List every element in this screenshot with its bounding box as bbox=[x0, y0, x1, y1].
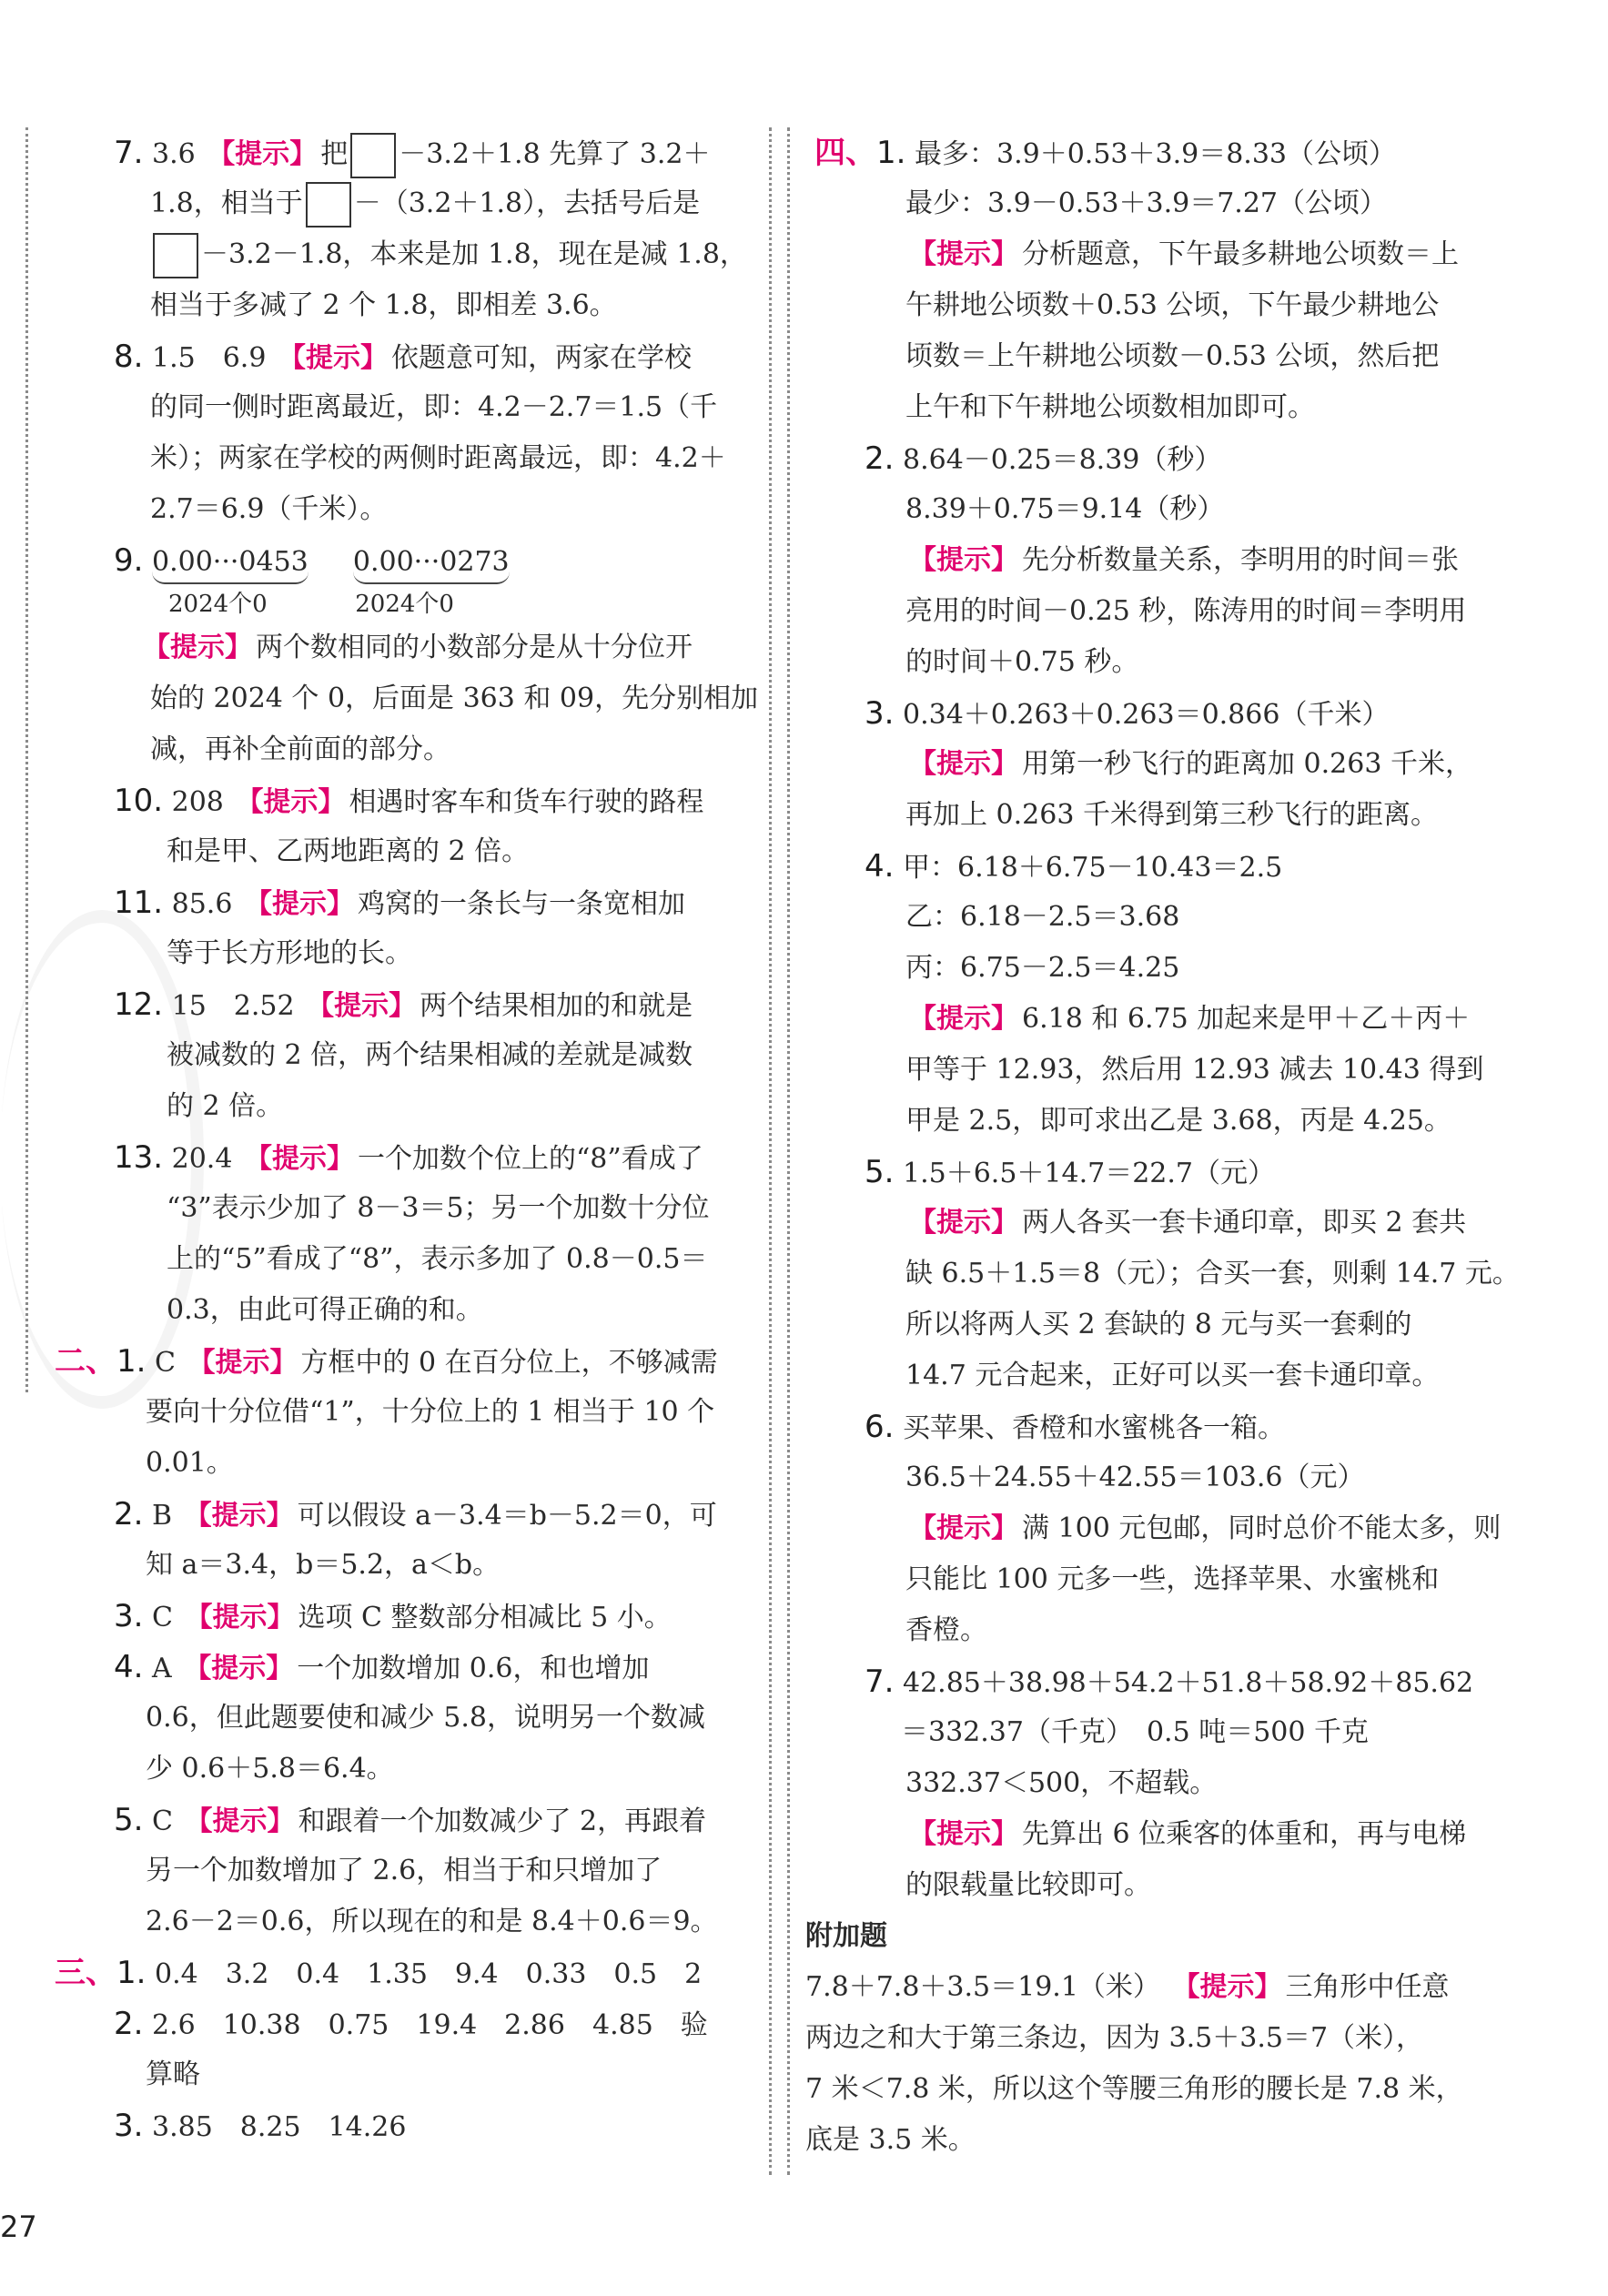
s4-q7-hint2: 的限载量比较即可。 bbox=[905, 1869, 1151, 1901]
column-divider-right bbox=[787, 127, 790, 2175]
hint-label: 【提示】 bbox=[207, 138, 318, 170]
text: 甲：6.18＋6.75－10.43＝2.5 bbox=[903, 852, 1283, 884]
hint-label: 【提示】 bbox=[1172, 1971, 1282, 2003]
q9-hint-line2: 始的 2024 个 0，后面是 363 和 09，先分别相加 bbox=[150, 683, 759, 714]
q8-line1 bbox=[114, 331, 751, 382]
s2-q1-line2: 要向十分位借“1”，十分位上的 1 相当于 10 个 bbox=[146, 1396, 715, 1428]
question-number: 2. bbox=[114, 2006, 144, 2042]
q12-line2: 被减数的 2 倍，两个结果相减的差就是减数 bbox=[167, 1039, 693, 1071]
section-label: 三、 bbox=[55, 1955, 116, 1991]
text: 一个加数增加 0.6，和也增加 bbox=[297, 1653, 650, 1684]
q13-line2: “3”表示少加了 8－3＝5；另一个加数十分位 bbox=[167, 1192, 710, 1224]
text: 依题意可知，两家在学校 bbox=[390, 342, 692, 374]
hint-label: 【提示】 bbox=[909, 1818, 1018, 1850]
s4-q6-line2: 36.5＋24.55＋42.55＝103.6（元） bbox=[905, 1462, 1365, 1493]
q12-line1 bbox=[114, 979, 751, 1030]
q8-line2: 的同一侧时距离最近，即：4.2－2.7＝1.5（千 bbox=[150, 391, 718, 423]
s3-q1-line1 bbox=[55, 1947, 751, 1998]
text: 把 bbox=[320, 138, 349, 170]
hint-label: 【提示】 bbox=[244, 888, 354, 920]
s4-q1-hint3: 顷数＝上午耕地公顷数－0.53 公顷，然后把 bbox=[905, 340, 1440, 372]
s2-q1-line3: 0.01。 bbox=[146, 1447, 234, 1479]
text: 和跟着一个加数减少了 2，再跟着 bbox=[298, 1805, 707, 1837]
question-number: 3. bbox=[114, 2108, 144, 2144]
hint-label: 【提示】 bbox=[909, 1512, 1018, 1544]
question-number: 1. bbox=[116, 1955, 147, 1991]
text: 可以假设 a－3.4＝b－5.2＝0，可 bbox=[297, 1500, 717, 1532]
text: －（3.2＋1.8），去括号后是 bbox=[353, 187, 701, 219]
hint-label: 【提示】 bbox=[909, 1207, 1018, 1239]
blank-box bbox=[306, 182, 351, 228]
s4-q6-hint2: 只能比 100 元多一些，选择苹果、水蜜桃和 bbox=[905, 1563, 1440, 1595]
left-column bbox=[55, 127, 759, 2151]
hint-label: 【提示】 bbox=[187, 1347, 298, 1379]
question-number: 10. bbox=[114, 783, 164, 819]
underbrace bbox=[152, 571, 308, 584]
s4-q1-line1 bbox=[814, 127, 1515, 178]
question-number: 11. bbox=[114, 885, 164, 921]
extra-line1 bbox=[805, 1962, 1515, 2013]
answers: 2.6 10.38 0.75 19.4 2.86 4.85 验 bbox=[152, 2009, 708, 2041]
q10-line1 bbox=[114, 775, 751, 826]
q13-line4: 0.3，由此可得正确的和。 bbox=[167, 1294, 483, 1326]
right-column bbox=[805, 127, 1520, 2166]
s2-q1-line1 bbox=[55, 1336, 751, 1387]
hint-label: 【提示】 bbox=[236, 786, 346, 818]
hint-label: 【提示】 bbox=[143, 632, 252, 663]
text: 满 100 元包邮，同时总价不能太多，则 bbox=[1022, 1512, 1502, 1544]
text: 相遇时客车和货车行驶的路程 bbox=[349, 786, 704, 818]
s4-q5-hint3: 所以将两人买 2 套缺的 8 元与买一套剩的 bbox=[905, 1309, 1412, 1340]
s4-q1-hint1 bbox=[805, 229, 1515, 280]
q8-line3: 米）；两家在学校的两侧时距离最远，即：4.2＋ bbox=[150, 442, 726, 474]
s4-q6-hint3: 香橙。 bbox=[905, 1614, 987, 1646]
text: 买苹果、香橙和水蜜桃各一箱。 bbox=[903, 1412, 1285, 1444]
blank-box bbox=[350, 133, 396, 178]
question-number: 3. bbox=[114, 1598, 144, 1634]
s4-q3-line1 bbox=[805, 688, 1515, 739]
q7-line2 bbox=[114, 178, 751, 229]
s4-q2-line2: 8.39＋0.75＝9.14（秒） bbox=[905, 493, 1225, 525]
s2-q4-line3: 少 0.6＋5.8＝6.4。 bbox=[146, 1753, 394, 1785]
text: 两个数相同的小数部分是从十分位开 bbox=[256, 632, 693, 663]
answer: 20.4 bbox=[171, 1143, 233, 1175]
q7-line3 bbox=[114, 229, 751, 280]
s4-q2-line1 bbox=[805, 433, 1515, 484]
text: 方框中的 0 在百分位上，不够减需 bbox=[300, 1347, 718, 1379]
s4-q5-hint1 bbox=[805, 1198, 1515, 1249]
q8-line4: 2.7＝6.9（千米）。 bbox=[150, 493, 388, 525]
extra-title: 附加题 bbox=[805, 1920, 887, 1952]
answer: 1.5 6.9 bbox=[152, 342, 267, 374]
s4-q2-hint2: 亮用的时间－0.25 秒，陈涛用的时间＝李明用 bbox=[905, 595, 1467, 627]
hint-label: 【提示】 bbox=[184, 1653, 294, 1684]
hint-label: 【提示】 bbox=[909, 238, 1018, 270]
q13-line1 bbox=[114, 1132, 751, 1183]
question-number: 1. bbox=[116, 1343, 147, 1380]
text: 分析题意，下午最多耕地公顷数＝上 bbox=[1022, 238, 1459, 270]
hint-label: 【提示】 bbox=[184, 1500, 294, 1532]
s4-q4-hint3: 甲是 2.5，即可求出乙是 3.68，丙是 4.25。 bbox=[905, 1105, 1451, 1137]
s3-q2-line2: 算略 bbox=[146, 2058, 200, 2090]
answer: 208 bbox=[171, 786, 224, 818]
s4-q4-line2: 乙：6.18－2.5＝3.68 bbox=[905, 901, 1180, 933]
s4-q2-hint1 bbox=[805, 535, 1515, 586]
s4-q4-hint2: 甲等于 12.93，然后用 12.93 减去 10.43 得到 bbox=[905, 1054, 1484, 1086]
question-number: 4. bbox=[865, 848, 895, 885]
s2-q5-line3: 2.6－2＝0.6，所以现在的和是 8.4＋0.6＝9。 bbox=[146, 1906, 718, 1937]
column-divider-left bbox=[769, 127, 772, 2175]
hint-label: 【提示】 bbox=[909, 748, 1018, 780]
answer-1: 0.00···0453 bbox=[152, 537, 308, 588]
s4-q6-hint1 bbox=[805, 1503, 1515, 1554]
extra-line2: 两边之和大于第三条边，因为 3.5＋3.5＝7（米）， bbox=[805, 2022, 1424, 2054]
hint-label: 【提示】 bbox=[244, 1143, 354, 1175]
text: 0.34＋0.263＋0.263＝0.866（千米） bbox=[903, 699, 1390, 731]
text: 最多：3.9＋0.53＋3.9＝8.33（公顷） bbox=[915, 138, 1397, 170]
question-number: 3. bbox=[865, 695, 895, 732]
text: 8.64－0.25＝8.39（秒） bbox=[903, 444, 1222, 476]
s4-q7-hint1 bbox=[805, 1809, 1515, 1860]
question-number: 5. bbox=[114, 1802, 144, 1838]
s4-q4-line3: 丙：6.75－2.5＝4.25 bbox=[905, 952, 1180, 984]
page-number: 27 bbox=[0, 2210, 37, 2244]
question-number: 1. bbox=[876, 135, 906, 171]
q9-line1 bbox=[114, 535, 751, 586]
s2-q4-line2: 0.6，但此题要使和减少 5.8，说明另一个数减 bbox=[146, 1702, 705, 1734]
text: 两个结果相加的和就是 bbox=[420, 990, 693, 1022]
text: 一个加数个位上的“8”看成了 bbox=[357, 1143, 703, 1175]
hint-label: 【提示】 bbox=[909, 1003, 1018, 1035]
s4-q6-line1 bbox=[805, 1401, 1515, 1452]
s4-q4-line1 bbox=[805, 841, 1515, 892]
text: 先算出 6 位乘客的体重和，再与电梯 bbox=[1022, 1818, 1467, 1850]
section-label: 四、 bbox=[814, 135, 876, 171]
extra-line3: 7 米＜7.8 米，所以这个等腰三角形的腰长是 7.8 米， bbox=[805, 2073, 1463, 2105]
s4-q7-line2: ＝332.37（千克） 0.5 吨＝500 千克 bbox=[901, 1716, 1370, 1748]
answers: 0.4 3.2 0.4 1.35 9.4 0.33 0.5 2 bbox=[155, 1958, 703, 1990]
question-number: 4. bbox=[114, 1649, 144, 1685]
question-number: 7. bbox=[865, 1664, 895, 1700]
s4-q1-hint2: 午耕地公顷数＋0.53 公顷，下午最少耕地公 bbox=[905, 289, 1440, 321]
q7-line1 bbox=[114, 127, 751, 178]
question-number: 2. bbox=[114, 1496, 144, 1532]
answer: 85.6 bbox=[171, 888, 233, 920]
s2-q3-line1 bbox=[114, 1591, 751, 1642]
s4-q4-hint1 bbox=[805, 994, 1515, 1045]
answer: A bbox=[152, 1653, 172, 1684]
text: 用第一秒飞行的距离加 0.263 千米， bbox=[1022, 748, 1472, 780]
s4-q5-line1 bbox=[805, 1147, 1515, 1198]
extra-line4: 底是 3.5 米。 bbox=[805, 2124, 976, 2156]
question-number: 7. bbox=[114, 135, 144, 171]
q9-hint-line3: 减，再补全前面的部分。 bbox=[150, 733, 450, 765]
answer: C bbox=[152, 1805, 173, 1837]
q9-under-labels bbox=[114, 586, 751, 622]
text: 6.18 和 6.75 加起来是甲＋乙＋丙＋ bbox=[1022, 1003, 1471, 1035]
s4-q7-line3: 332.37＜500，不超载。 bbox=[905, 1767, 1218, 1799]
q7-line4: 相当于多减了 2 个 1.8，即相差 3.6。 bbox=[150, 289, 617, 321]
question-number: 6. bbox=[865, 1409, 895, 1445]
hint-label: 【提示】 bbox=[185, 1602, 295, 1633]
s4-q3-hint1 bbox=[805, 739, 1515, 790]
s2-q2-line1 bbox=[114, 1489, 751, 1540]
answer: 15 2.52 bbox=[171, 990, 295, 1022]
q10-line2: 和是甲、乙两地距离的 2 倍。 bbox=[167, 835, 530, 867]
text: 7.8＋7.8＋3.5＝19.1（米） bbox=[805, 1971, 1160, 2003]
question-number: 12. bbox=[114, 986, 164, 1023]
answer-2: 0.00···0273 bbox=[353, 537, 510, 588]
question-number: 5. bbox=[865, 1154, 895, 1190]
hint-label: 【提示】 bbox=[909, 544, 1018, 576]
q11-line1 bbox=[114, 877, 751, 928]
q13-line3: 上的“5”看成了“8”，表示多加了 0.8－0.5＝ bbox=[167, 1243, 708, 1275]
text: 选项 C 整数部分相减比 5 小。 bbox=[298, 1602, 672, 1633]
answers: 3.85 8.25 14.26 bbox=[152, 2111, 407, 2143]
text: 42.85＋38.98＋54.2＋51.8＋58.92＋85.62 bbox=[903, 1667, 1474, 1699]
answer: 3.6 bbox=[152, 138, 196, 170]
text: 1.8，相当于 bbox=[150, 187, 303, 219]
question-number: 2. bbox=[865, 440, 895, 477]
text: －3.2－1.8，本来是加 1.8，现在是减 1.8， bbox=[201, 238, 747, 270]
q11-line2: 等于长方形地的长。 bbox=[167, 937, 412, 969]
s4-q5-hint4: 14.7 元合起来，正好可以买一套卡通印章。 bbox=[905, 1360, 1440, 1391]
s3-q3-line1 bbox=[114, 2100, 751, 2151]
hint-label: 【提示】 bbox=[185, 1805, 295, 1837]
text: －3.2＋1.8 先算了 3.2＋ bbox=[399, 138, 711, 170]
question-number: 9. bbox=[114, 542, 144, 579]
text: 鸡窝的一条长与一条宽相加 bbox=[357, 888, 685, 920]
hint-label: 【提示】 bbox=[278, 342, 388, 374]
s4-q1-hint4: 上午和下午耕地公顷数相加即可。 bbox=[905, 391, 1315, 423]
question-number: 13. bbox=[114, 1139, 164, 1176]
text: 先分析数量关系，李明用的时间＝张 bbox=[1022, 544, 1459, 576]
question-number: 8. bbox=[114, 339, 144, 375]
q12-line3: 的 2 倍。 bbox=[167, 1090, 284, 1122]
s4-q5-hint2: 缺 6.5＋1.5＝8（元）；合买一套，则剩 14.7 元。 bbox=[905, 1258, 1520, 1290]
blank-box bbox=[153, 233, 198, 278]
brace-label: 2024个0 bbox=[168, 591, 268, 618]
section-label: 二、 bbox=[55, 1343, 116, 1380]
hint-label: 【提示】 bbox=[307, 990, 417, 1022]
s2-q2-line2: 知 a＝3.4，b＝5.2，a＜b。 bbox=[146, 1549, 501, 1581]
s2-q5-line2: 另一个加数增加了 2.6，相当于和只增加了 bbox=[146, 1855, 662, 1886]
s3-q2-line1 bbox=[114, 1998, 751, 2049]
text: 两人各买一套卡通印章，即买 2 套共 bbox=[1022, 1207, 1467, 1239]
underbrace bbox=[353, 571, 510, 584]
answer: C bbox=[155, 1347, 176, 1379]
s4-q1-line2: 最少：3.9－0.53＋3.9＝7.27（公顷） bbox=[905, 187, 1388, 219]
text: 三角形中任意 bbox=[1285, 1971, 1450, 2003]
s4-q2-hint3: 的时间＋0.75 秒。 bbox=[905, 646, 1139, 678]
answer: B bbox=[152, 1500, 173, 1532]
q9-hint-line1 bbox=[114, 622, 751, 673]
s4-q7-line1 bbox=[805, 1656, 1515, 1707]
left-margin-line bbox=[25, 127, 28, 1392]
text: 1.5＋6.5＋14.7＝22.7（元） bbox=[903, 1158, 1276, 1189]
s4-q3-hint2: 再加上 0.263 千米得到第三秒飞行的距离。 bbox=[905, 799, 1438, 831]
s2-q5-line1 bbox=[114, 1795, 751, 1846]
answer: C bbox=[152, 1602, 173, 1633]
brace-label: 2024个0 bbox=[355, 591, 454, 618]
s2-q4-line1 bbox=[114, 1642, 751, 1693]
